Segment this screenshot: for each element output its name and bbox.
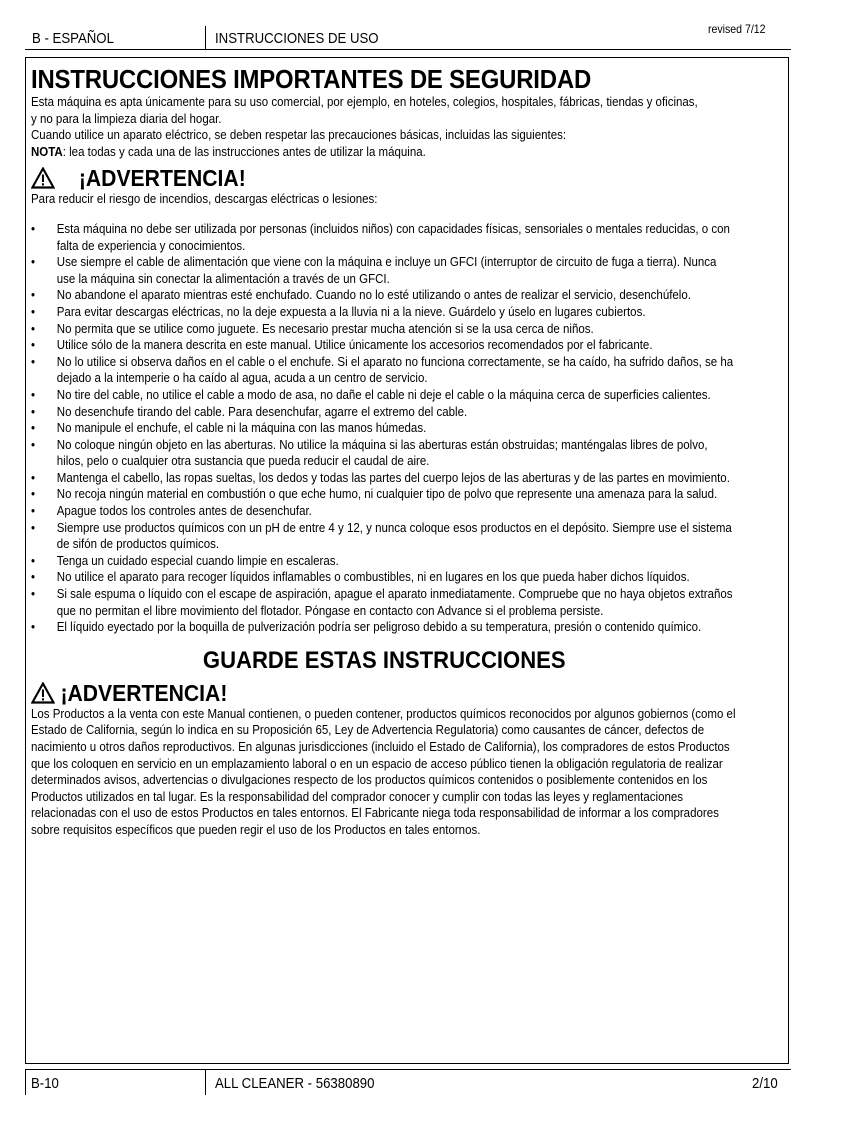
warning-title-2: ¡ADVERTENCIA! (60, 679, 228, 706)
header-rule (25, 49, 791, 50)
list-item: • No permita que se utilice como juguete. Es necesario prestar mucha atención si se la usa cerca de niños. (31, 321, 738, 338)
page-title: INSTRUCCIONES IMPORTANTES DE SEGURIDAD (31, 64, 592, 94)
revised-date: revised 7/12 (708, 22, 766, 36)
save-instructions-heading: GUARDE ESTAS INSTRUCCIONES (202, 646, 566, 674)
list-item: • Tenga un cuidado especial cuando limpie en escaleras. (31, 553, 738, 570)
list-item: • Si sale espuma o líquido con el escape de aspiración, apague el aparato inmediatamente. Compruebe que no haya objetos extraños que no permitan el libre movimiento del flotador. Póngase en contacto con Advance si el problema persiste. (31, 586, 738, 619)
intro-line-1: Esta máquina es apta únicamente para su uso comercial, por ejemplo, en hoteles, colegios, hospitales, fábricas, tiendas y oficinas, (31, 95, 698, 109)
footer-divider (205, 1069, 206, 1095)
header-divider (205, 26, 206, 50)
footer-page: B-10 (31, 1075, 59, 1092)
note (31, 144, 738, 161)
list-item: • Siempre use productos químicos con un pH de entre 4 y 12, y nunca coloque esos productos en el depósito. Siempre use el sistema de sifón de productos químicos. (31, 520, 738, 553)
warning-title-1: ¡ADVERTENCIA! (78, 165, 246, 192)
footer-rule (25, 1069, 791, 1070)
list-item: • Esta máquina no debe ser utilizada por personas (incluidos niños) con capacidades físicas, sensoriales o mentales reducidas, o con falta de experiencia y conocimientos. (31, 221, 738, 254)
warning-triangle-icon (31, 167, 55, 189)
list-item: • Para evitar descargas eléctricas, no la deje expuesta a la lluvia ni a la nieve. Guárdelo y úselo en lugares cubiertos. (31, 304, 738, 321)
list-item: • No desenchufe tirando del cable. Para desenchufar, agarre el extremo del cable. (31, 404, 738, 421)
list-item: • Mantenga el cabello, las ropas sueltas, los dedos y todas las partes del cuerpo lejos de las aberturas y de las partes en movimiento. (31, 470, 738, 487)
note-text: : lea todas y cada una de las instrucciones antes de utilizar la máquina. (62, 144, 426, 159)
main-content (31, 64, 738, 839)
warning-triangle-icon (31, 682, 55, 704)
list-item: • El líquido eyectado por la boquilla de pulverización podría ser peligroso debido a su temperatura, presión o contenido químico. (31, 619, 738, 636)
note-label: NOTA (31, 144, 63, 159)
header-title: INSTRUCCIONES DE USO (215, 30, 379, 47)
list-item: • No recoja ningún material en combustión o que eche humo, ni cualquier tipo de polvo que represente una amenaza para la salud. (31, 486, 738, 503)
list-item: • No tire del cable, no utilice el cable a modo de asa, no dañe el cable ni deje el cable o la máquina cerca de superficies calientes. (31, 387, 738, 404)
prop65-paragraph: Los Productos a la venta con este Manual contienen, o pueden contener, productos químicos reconocidos por algunos gobiernos (como el Estado de California, según lo indica en su Proposición 65, Ley de Advertencia Regulatoria) como causantes de cáncer, defectos de nacimiento u otros daños reproductivos. En algunas jurisdicciones (incluido el Estado de California), los compradores de estos Productos que los coloquen en servicio en un emplazamiento laboral o en un espacio de acceso público tienen la obligación regulatoria de realizar determinados avisos, advertencias o divulgaciones respecto de los productos químicos contenidos o posiblemente contenidos en los Productos utilizados en tal lugar. Es la responsabilidad del comprador conocer y cumplir con todas las leyes y reglamentaciones relacionadas con el uso de estos Productos en tales entornos. El Fabricante niega toda responsabilidad de informar a los compradores sobre requisitos específicos que pueden regir el uso de los Productos en tales entornos. (31, 706, 736, 837)
list-item: • No lo utilice si observa daños en el cable o el enchufe. Si el aparato no funciona correctamente, se ha caído, ha sufrido daños, se ha dejado a la intemperie o ha caído al agua, acuda a un centro de servicio. (31, 354, 738, 387)
list-item: • Use siempre el cable de alimentación que viene con la máquina e incluye un GFCI (interruptor de circuito de fuga a tierra). Nunca use la máquina sin conectar la alimentación a través de un GFCI. (31, 254, 738, 287)
warning-heading-2 (31, 680, 738, 706)
header-section: B - ESPAÑOL (32, 30, 114, 47)
list-item: • Utilice sólo de la manera descrita en este manual. Utilice únicamente los accesorios recomendados por el fabricante. (31, 337, 738, 354)
list-item: • No utilice el aparato para recoger líquidos inflamables o combustibles, ni en lugares en los que pueda haber dichos líquidos. (31, 569, 738, 586)
warning-intro: Para reducir el riesgo de incendios, descargas eléctricas o lesiones: (31, 192, 378, 207)
intro-line-2: y no para la limpieza diaria del hogar. (31, 111, 222, 126)
list-item: • Apague todos los controles antes de desenchufar. (31, 503, 738, 520)
intro-line-3: Cuando utilice un aparato eléctrico, se deben respetar las precauciones básicas, incluidas las siguientes: (31, 128, 567, 143)
list-item: • No coloque ningún objeto en las aberturas. No utilice la máquina si las aberturas están obstruidas; manténgalas libres de polvo, hilos, pelo o cualquier otra sustancia que pueda reducir el caudal de aire. (31, 437, 738, 470)
safety-list (31, 221, 738, 636)
warning-heading-1 (31, 165, 738, 191)
list-item: • No abandone el aparato mientras esté enchufado. Cuando no lo esté utilizando o antes de realizar el servicio, desenchúfelo. (31, 287, 738, 304)
list-item: • No manipule el enchufe, el cable ni la máquina con las manos húmedas. (31, 420, 738, 437)
footer-left-edge (25, 1069, 26, 1095)
footer-sheet: 2/10 (752, 1075, 778, 1092)
footer-model: ALL CLEANER - 56380890 (215, 1075, 375, 1092)
